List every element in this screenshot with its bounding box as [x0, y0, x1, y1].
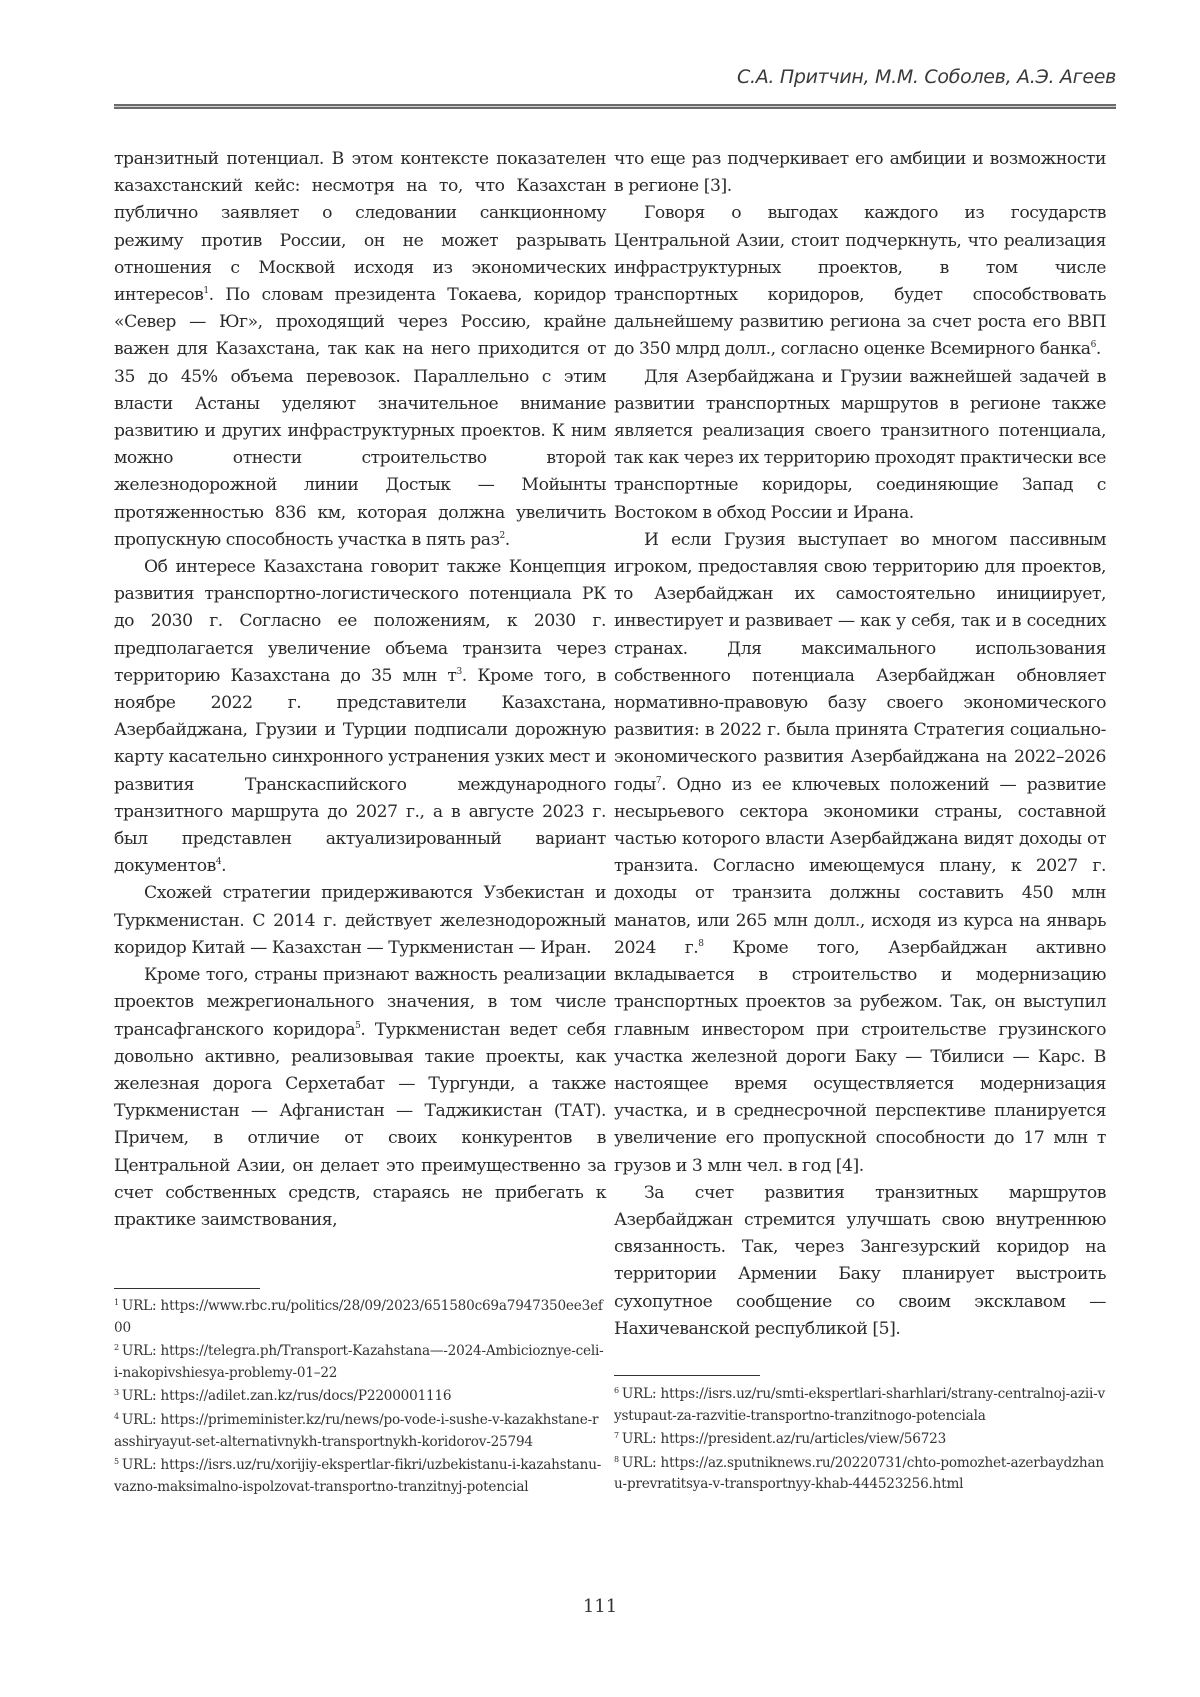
body-paragraph [114, 962, 606, 1234]
footnote-number: 1 [114, 1298, 119, 1307]
body-paragraph [114, 880, 606, 962]
paragraph-text: что еще раз подчеркивает его амбиции и возможности в регионе [3]. [614, 149, 1106, 197]
footnote-item [114, 1341, 606, 1384]
body-paragraph [614, 1180, 1106, 1343]
page-number: 111 [582, 1596, 618, 1617]
paragraph-text: Об интересе Казахстана говорит также Концепция развития транспортно-логистического потенциала РК до 2030 г. Согласно ее положениям, к 2030 г. предполагается увеличение объема транзита через территорию Казахстана до 35 млн т [114, 557, 606, 686]
paragraph-text: . По словам президента Токаева, коридор «Север — Юг», проходящий через Россию, крайне важен для Казахстана, так как на него приходится от 35 до 45% объема перевозок. Параллельно с этим власти Астаны уделяют значительное внимание развитию и других инфраструктурных проектов. К ним можно отнести строительство второй железнодорожной линии Достык — Мойынты протяженностью 836 км, которая должна увеличить пропускную способность участка в пять раз [114, 285, 606, 550]
footnote-url-link[interactable]: URL: https://telegra.ph/Transport-Kazahstana—-2024-Ambicioznye-celi-i-nakopivshiesya-problemy-01–22 [114, 1343, 604, 1381]
body-paragraph [614, 146, 1106, 200]
footnote-reference[interactable]: 2 [499, 530, 505, 541]
paragraph-text: За счет развития транзитных маршрутов Азербайджан стремится улучшать свою внутреннюю связанность. Так, через Зангезурский коридор на территории Армении Баку планирует выстроить сухопутное сообщение со своим эксклавом — Нахичеванской республикой [5]. [614, 1182, 1106, 1339]
footnote-number: 8 [614, 1454, 619, 1464]
paragraph-text: транзитный потенциал. В этом контексте показателен казахстанский кейс: несмотря на то, что Казахстан публично заявляет о следовании санкционному режиму против России, он не может разрывать отношения с Москвой исходя из экономических интересов [114, 149, 606, 306]
body-column-right [614, 146, 1106, 1343]
body-paragraph [114, 554, 606, 880]
footnote-url-link[interactable]: URL: https://isrs.uz/ru/xorijiy-ekspertlar-fikri/uzbekistanu-i-kazahstanu-vazno-maksimalno-ispolzovat-transportno-tranzitnyj-potencial [114, 1457, 602, 1495]
footnote-item [114, 1386, 606, 1408]
body-paragraph [614, 364, 1106, 527]
footnote-separator-right [614, 1375, 760, 1376]
paragraph-text: . Одно из ее ключевых положений — развитие несырьевого сектора экономики страны, составной частью которого власти Азербайджана видят доходы от транзита. Согласно имеющемуся плану, к 2027 г. доходы от транзита должны составить 450 млн манатов, или 265 млн долл., исходя из курса на январь 2024 г. [614, 774, 1106, 958]
footnote-url-link[interactable]: URL: https://www.rbc.ru/politics/28/09/2023/651580c69a7947350ee3ef00 [114, 1298, 603, 1336]
footnote-reference[interactable]: 5 [355, 1020, 361, 1031]
paragraph-text: И если Грузия выступает во многом пассивным игроком, предоставляя свою территорию для проектов, то Азербайджан их самостоятельно инициирует, инвестирует и развивает — как у себя, так и в соседних странах. Для максимального использования собственного потенциала Азербайджан обновляет нормативно-правовую базу своего экономического развития: в 2022 г. была принята Стратегия социально-экономического развития Азербайджана на 2022–2026 годы [614, 529, 1106, 795]
paragraph-text: Кроме того, Азербайджан активно вкладывается в строительство и модернизацию транспортных проектов за рубежом. Так, он выступил главным инвестором при строительстве грузинского участка железной дороги Баку — Тбилиси — Карс. В настоящее время осуществляется модернизация участка, и в среднесрочной перспективе планируется увеличение его пропускной способности до 17 млн т грузов и 3 млн чел. в год [4]. [614, 937, 1107, 1176]
footnote-number: 6 [614, 1386, 619, 1395]
running-header-authors: С.А. Притчин, М.М. Соболев, А.Э. Агеев [736, 66, 1116, 88]
body-paragraph [614, 200, 1106, 363]
footnote-number: 7 [614, 1431, 619, 1441]
footnote-reference[interactable]: 8 [698, 938, 704, 949]
footnote-number: 3 [114, 1388, 119, 1398]
paragraph-text: Говоря о выгодах каждого из государств Центральной Азии, стоит подчеркнуть, что реализация инфраструктурных проектов, в том числе транспортных коридоров, будет способствовать дальнейшему развитию региона за счет роста его ВВП до 350 млрд долл., согласно оценке Всемирного банка [614, 203, 1106, 360]
paragraph-text: Схожей стратегии придерживаются Узбекистан и Туркменистан. С 2014 г. действует железнодорожный коридор Китай — Казахстан — Туркменистан — Иран. [114, 883, 606, 958]
paragraph-text: . [1095, 339, 1101, 360]
header-double-rule [114, 104, 1116, 109]
paragraph-text: . [221, 856, 227, 877]
body-column-left [114, 146, 606, 1234]
footnote-reference[interactable]: 7 [655, 775, 662, 786]
body-paragraph [614, 527, 1106, 1180]
footnote-separator-left [114, 1288, 260, 1289]
footnote-item [614, 1384, 1106, 1427]
footnote-reference[interactable]: 4 [215, 857, 222, 868]
footnote-number: 5 [114, 1457, 119, 1467]
footnote-url-link[interactable]: URL: https://president.az/ru/articles/view/56723 [621, 1431, 947, 1448]
footnote-url-link[interactable]: URL: https://primeminister.kz/ru/news/po-vode-i-sushe-v-kazakhstane-rasshiryayut-set-alternativnykh-transportnykh-koridorov-25794 [114, 1411, 599, 1450]
footnote-url-link[interactable]: URL: https://adilet.zan.kz/rus/docs/P2200001116 [121, 1388, 452, 1405]
paragraph-text: . Кроме того, в ноябре 2022 г. представители Казахстана, Азербайджана, Грузии и Турции подписали дорожную карту касательно синхронного устранения узких мест и развития Транскаспийского международного транзитного маршрута до 2027 г., а в августе 2023 г. был представлен актуализированный вариант документов [114, 665, 606, 877]
footnote-url-link[interactable]: URL: https://isrs.uz/ru/smti-ekspertlari-sharhlari/strany-centralnoj-azii-vystupaut-za-razvitie-transportno-tranzitnogo-potenciala [614, 1386, 1106, 1424]
body-paragraph [114, 146, 606, 554]
footnote-reference[interactable]: 1 [203, 286, 209, 297]
footnotes-right [614, 1384, 1106, 1498]
footnote-item [614, 1429, 1106, 1451]
footnote-reference[interactable]: 6 [1090, 340, 1096, 351]
footnote-item [114, 1296, 606, 1339]
footnote-item [614, 1453, 1106, 1496]
paragraph-text: Кроме того, страны признают важность реализации проектов межрегионального значения, в том числе трансафганского коридора [114, 965, 606, 1040]
footnote-item [114, 1455, 606, 1498]
footnotes-left [114, 1296, 606, 1500]
paragraph-text: . [504, 529, 510, 550]
footnote-item [114, 1410, 606, 1453]
paragraph-text: . Туркменистан ведет себя довольно активно, реализовывая такие проекты, как железная дорога Серхетабат — Тургунди, а также Туркменистан — Афганистан — Таджикистан (ТАТ). Причем, в отличие от своих конкурентов в Центральной Азии, он делает это преимущественно за счет собственных средств, стараясь не прибегать к практике заимствования, [114, 1019, 606, 1230]
footnote-reference[interactable]: 3 [456, 666, 462, 677]
footnote-url-link[interactable]: URL: https://az.sputniknews.ru/20220731/chto-pomozhet-azerbaydzhanu-prevratitsya-v-transportnyy-khab-444523256.html [614, 1454, 1104, 1493]
footnote-number: 2 [114, 1343, 119, 1353]
paragraph-text: Для Азербайджана и Грузии важнейшей задачей в развитии транспортных маршрутов в регионе также является реализация своего транзитного потенциала, так как через их территорию проходят практически все транспортные коридоры, соединяющие Запад с Востоком в обход России и Ирана. [614, 366, 1106, 523]
footnote-number: 4 [114, 1411, 119, 1421]
